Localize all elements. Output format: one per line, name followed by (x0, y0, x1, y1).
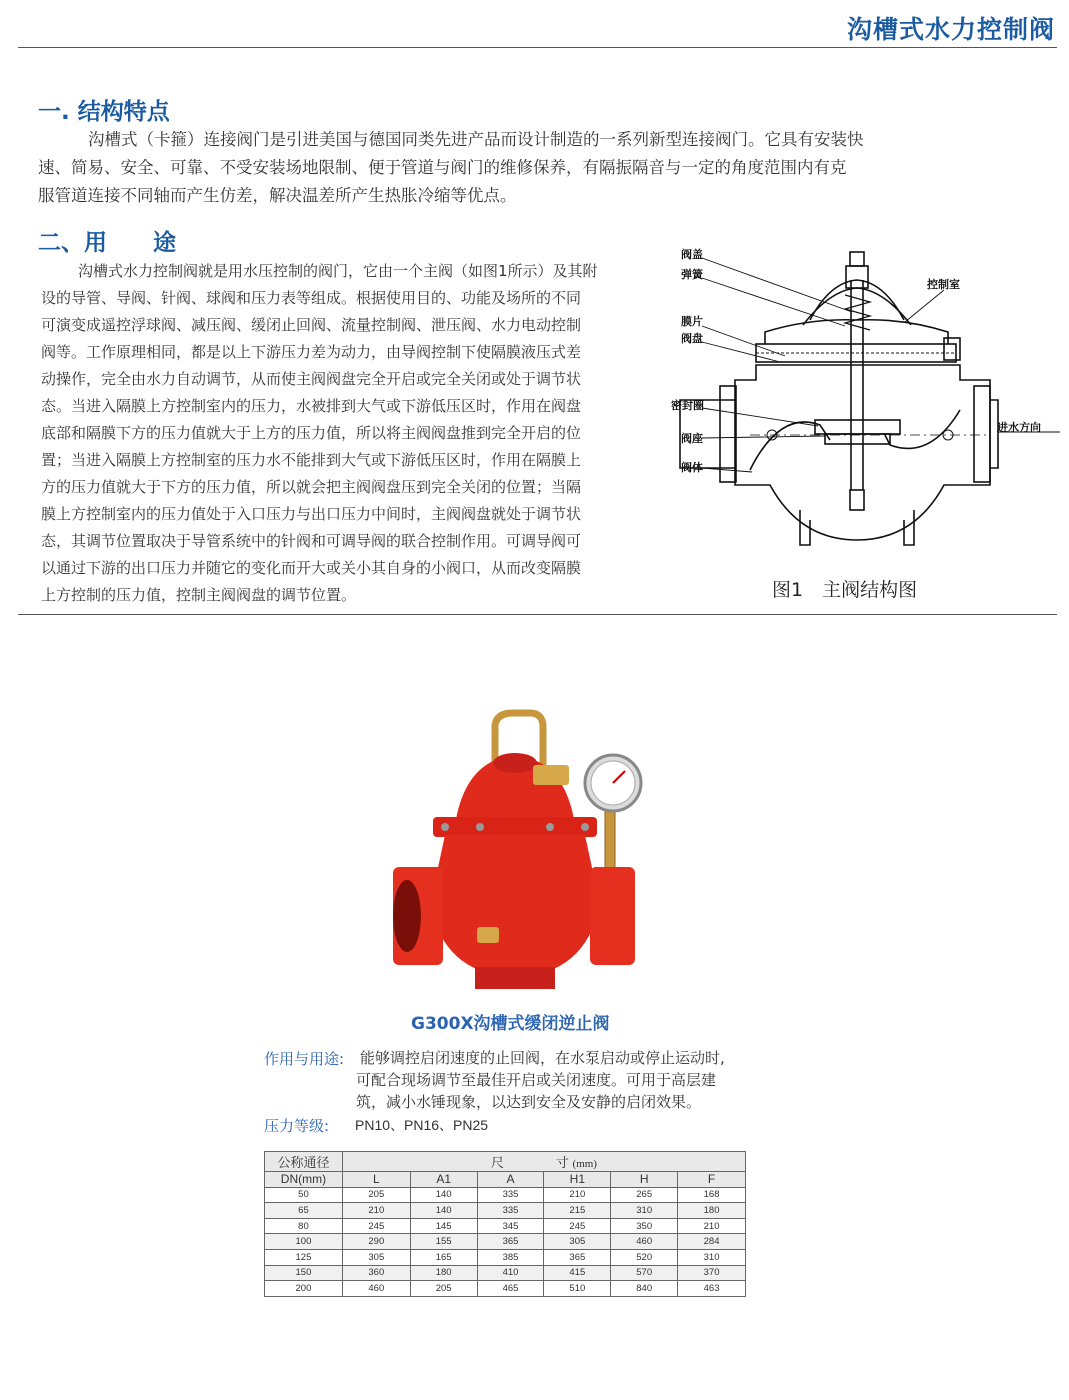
table-cell: 840 (611, 1281, 678, 1297)
usage-line: 态，其调节位置取决于导管系统中的针阀和可调导阀的联合控制作用。可调导阀可 (41, 532, 582, 550)
table-cell: 415 (544, 1265, 611, 1281)
table-cell: 165 (410, 1249, 477, 1265)
table-cell: 310 (678, 1249, 746, 1265)
usage-line: 动操作，完全由水力自动调节，从而使主阀阀盘完全开启或完全关闭或处于调节状 (41, 370, 582, 388)
table-cell: 205 (410, 1281, 477, 1297)
table-cell: 460 (342, 1281, 410, 1297)
table-cell: 410 (477, 1265, 544, 1281)
usage-line: 以通过下游的出口压力并随它的变化而开大或关小其自身的小阀口，从而改变隔膜 (41, 559, 582, 577)
usage-line: 态。当进入隔膜上方控制室内的压力，水被排到大气或下游低压区时，作用在阀盘 (41, 397, 582, 415)
product-name: G300X沟槽式缓闭逆止阀 (411, 1014, 610, 1034)
table-cell: 305 (342, 1249, 410, 1265)
col-header: L (342, 1172, 410, 1188)
table-cell: 155 (410, 1234, 477, 1250)
usage-line: 膜上方控制室内的压力值处于入口压力与出口压力中间时，主阀阀盘就处于调节状 (41, 505, 582, 523)
table-cell: 365 (477, 1234, 544, 1250)
dn-header (265, 1152, 343, 1172)
usage-line: 设的导管、导阀、针阀、球阀和压力表等组成。根据使用目的、功能及场所的不同 (41, 289, 582, 307)
valve-section-diagram (660, 240, 1060, 560)
table-cell: 145 (410, 1218, 477, 1234)
dim-header-text: 尺 寸 (490, 1155, 569, 1170)
usage-paragraph (41, 258, 646, 609)
table-cell: 210 (678, 1218, 746, 1234)
table-cell: 510 (544, 1281, 611, 1297)
label-seal: 密封圈 (671, 399, 704, 412)
label-membrane: 膜片 (681, 315, 703, 328)
usage-line: 方的压力值就大于下方的压力值，所以就会把主阀阀盘压到完全关闭的位置；当隔 (41, 478, 582, 496)
table-cell: 365 (544, 1249, 611, 1265)
table-cell: 245 (544, 1218, 611, 1234)
table-row (265, 1249, 746, 1265)
cap-nut (850, 252, 864, 266)
usage-line: 阀等。工作原理相同，都是以上下游压力差为动力，由导阀控制下使隔膜液压式差 (41, 343, 582, 361)
label-disc: 阀盘 (681, 332, 703, 345)
structure-line: 沟槽式（卡箍）连接阀门是引进美国与德国同类先进产品而设计制造的一系列新型连接阀门。它具有安装快 (88, 130, 864, 149)
dim-unit: (mm) (572, 1158, 597, 1170)
usage-line: 底部和隔膜下方的压力值就大于上方的压力值，所以将主阀阀盘推到完全开启的位 (41, 424, 582, 442)
usage-line: 沟槽式水力控制阀就是用水压控制的阀门，它由一个主阀（如图1所示）及其附 (78, 262, 598, 280)
col-header: H (611, 1172, 678, 1188)
usage-line: 置；当进入隔膜上方控制室的压力水不能排到大气或下游低压区时，作用在隔膜上 (41, 451, 582, 469)
table-cell: 65 (265, 1203, 343, 1219)
table-row (265, 1281, 746, 1297)
usage-line: 可演变成遥控浮球阀、减压阀、缓闭止回阀、流量控制阀、泄压阀、水力电动控制 (41, 316, 582, 334)
table-cell: 80 (265, 1218, 343, 1234)
table-cell: 210 (342, 1203, 410, 1219)
table-cell: 310 (611, 1203, 678, 1219)
table-cell: 335 (477, 1187, 544, 1203)
col-header: F (678, 1172, 746, 1188)
usage-text-line: 能够调控启闭速度的止回阀，在水泵启动或停止运动时, (360, 1049, 725, 1067)
structure-line: 速、简易、安全、可靠、不受安装场地限制、便于管道与阀门的维修保养，有隔振隔音与一定的角度范围内有克 (38, 158, 847, 177)
diagram-caption: 图1 主阀结构图 (772, 579, 918, 601)
structure-line: 服管道连接不同轴而产生仿差，解决温差所产生热胀冷缩等优点。 (38, 186, 517, 205)
dn-header-line1: 公称通径 (277, 1155, 330, 1170)
col-header: H1 (544, 1172, 611, 1188)
section-divider (18, 614, 1057, 615)
table-cell: 168 (678, 1187, 746, 1203)
table-cell: 210 (544, 1187, 611, 1203)
col-header: A (477, 1172, 544, 1188)
table-row (265, 1203, 746, 1219)
label-seat: 阀座 (681, 432, 703, 445)
structure-paragraph (38, 126, 1038, 210)
table-cell: 140 (410, 1203, 477, 1219)
table-cell: 100 (265, 1234, 343, 1250)
table-cell: 215 (544, 1203, 611, 1219)
table-cell: 465 (477, 1281, 544, 1297)
label-cover: 阀盖 (681, 248, 703, 261)
table-row (265, 1218, 746, 1234)
table-cell: 385 (477, 1249, 544, 1265)
usage-text (356, 1047, 776, 1113)
table-row (265, 1187, 746, 1203)
table-cell: 290 (342, 1234, 410, 1250)
pressure-value: PN10、PN16、PN25 (355, 1117, 489, 1133)
section-heading-structure: 一. 结构特点 (38, 99, 170, 125)
table-cell: 305 (544, 1234, 611, 1250)
usage-text-line: 筑，减小水锤现象，以达到安全及安静的启闭效果。 (356, 1093, 702, 1111)
table-cell: 350 (611, 1218, 678, 1234)
usage-label: 作用与用途: (264, 1050, 345, 1068)
table-cell: 284 (678, 1234, 746, 1250)
table-cell: 265 (611, 1187, 678, 1203)
table-cell: 200 (265, 1281, 343, 1297)
table-cell: 345 (477, 1218, 544, 1234)
label-control-room: 控制室 (927, 278, 960, 291)
dn-header-unit: DN(mm) (265, 1172, 343, 1188)
table-cell: 205 (342, 1187, 410, 1203)
label-spring: 弹簧 (681, 268, 703, 281)
usage-text-line: 可配合现场调节至最佳开启或关闭速度。可用于高层建 (356, 1071, 717, 1089)
usage-line: 上方控制的压力值，控制主阀阀盘的调节位置。 (41, 586, 357, 604)
header-divider (18, 47, 1057, 48)
spec-table (264, 1151, 746, 1297)
table-cell: 520 (611, 1249, 678, 1265)
table-cell: 180 (678, 1203, 746, 1219)
table-cell: 150 (265, 1265, 343, 1281)
table-cell: 463 (678, 1281, 746, 1297)
table-cell: 245 (342, 1218, 410, 1234)
page-title: 沟槽式水力控制阀 (846, 15, 1055, 44)
table-cell: 50 (265, 1187, 343, 1203)
label-inflow: 进水方向 (997, 421, 1041, 434)
table-cell: 125 (265, 1249, 343, 1265)
col-header: A1 (410, 1172, 477, 1188)
table-row (265, 1234, 746, 1250)
table-row (265, 1265, 746, 1281)
pressure-label: 压力等级: (264, 1117, 330, 1135)
table-cell: 180 (410, 1265, 477, 1281)
table-cell: 140 (410, 1187, 477, 1203)
table-cell: 460 (611, 1234, 678, 1250)
table-cell: 570 (611, 1265, 678, 1281)
dim-header (342, 1152, 745, 1172)
valve-product-image (385, 705, 645, 995)
table-cell: 370 (678, 1265, 746, 1281)
label-body: 阀体 (681, 461, 703, 474)
section-heading-usage: 二、用 途 (38, 230, 176, 256)
table-cell: 360 (342, 1265, 410, 1281)
table-cell: 335 (477, 1203, 544, 1219)
